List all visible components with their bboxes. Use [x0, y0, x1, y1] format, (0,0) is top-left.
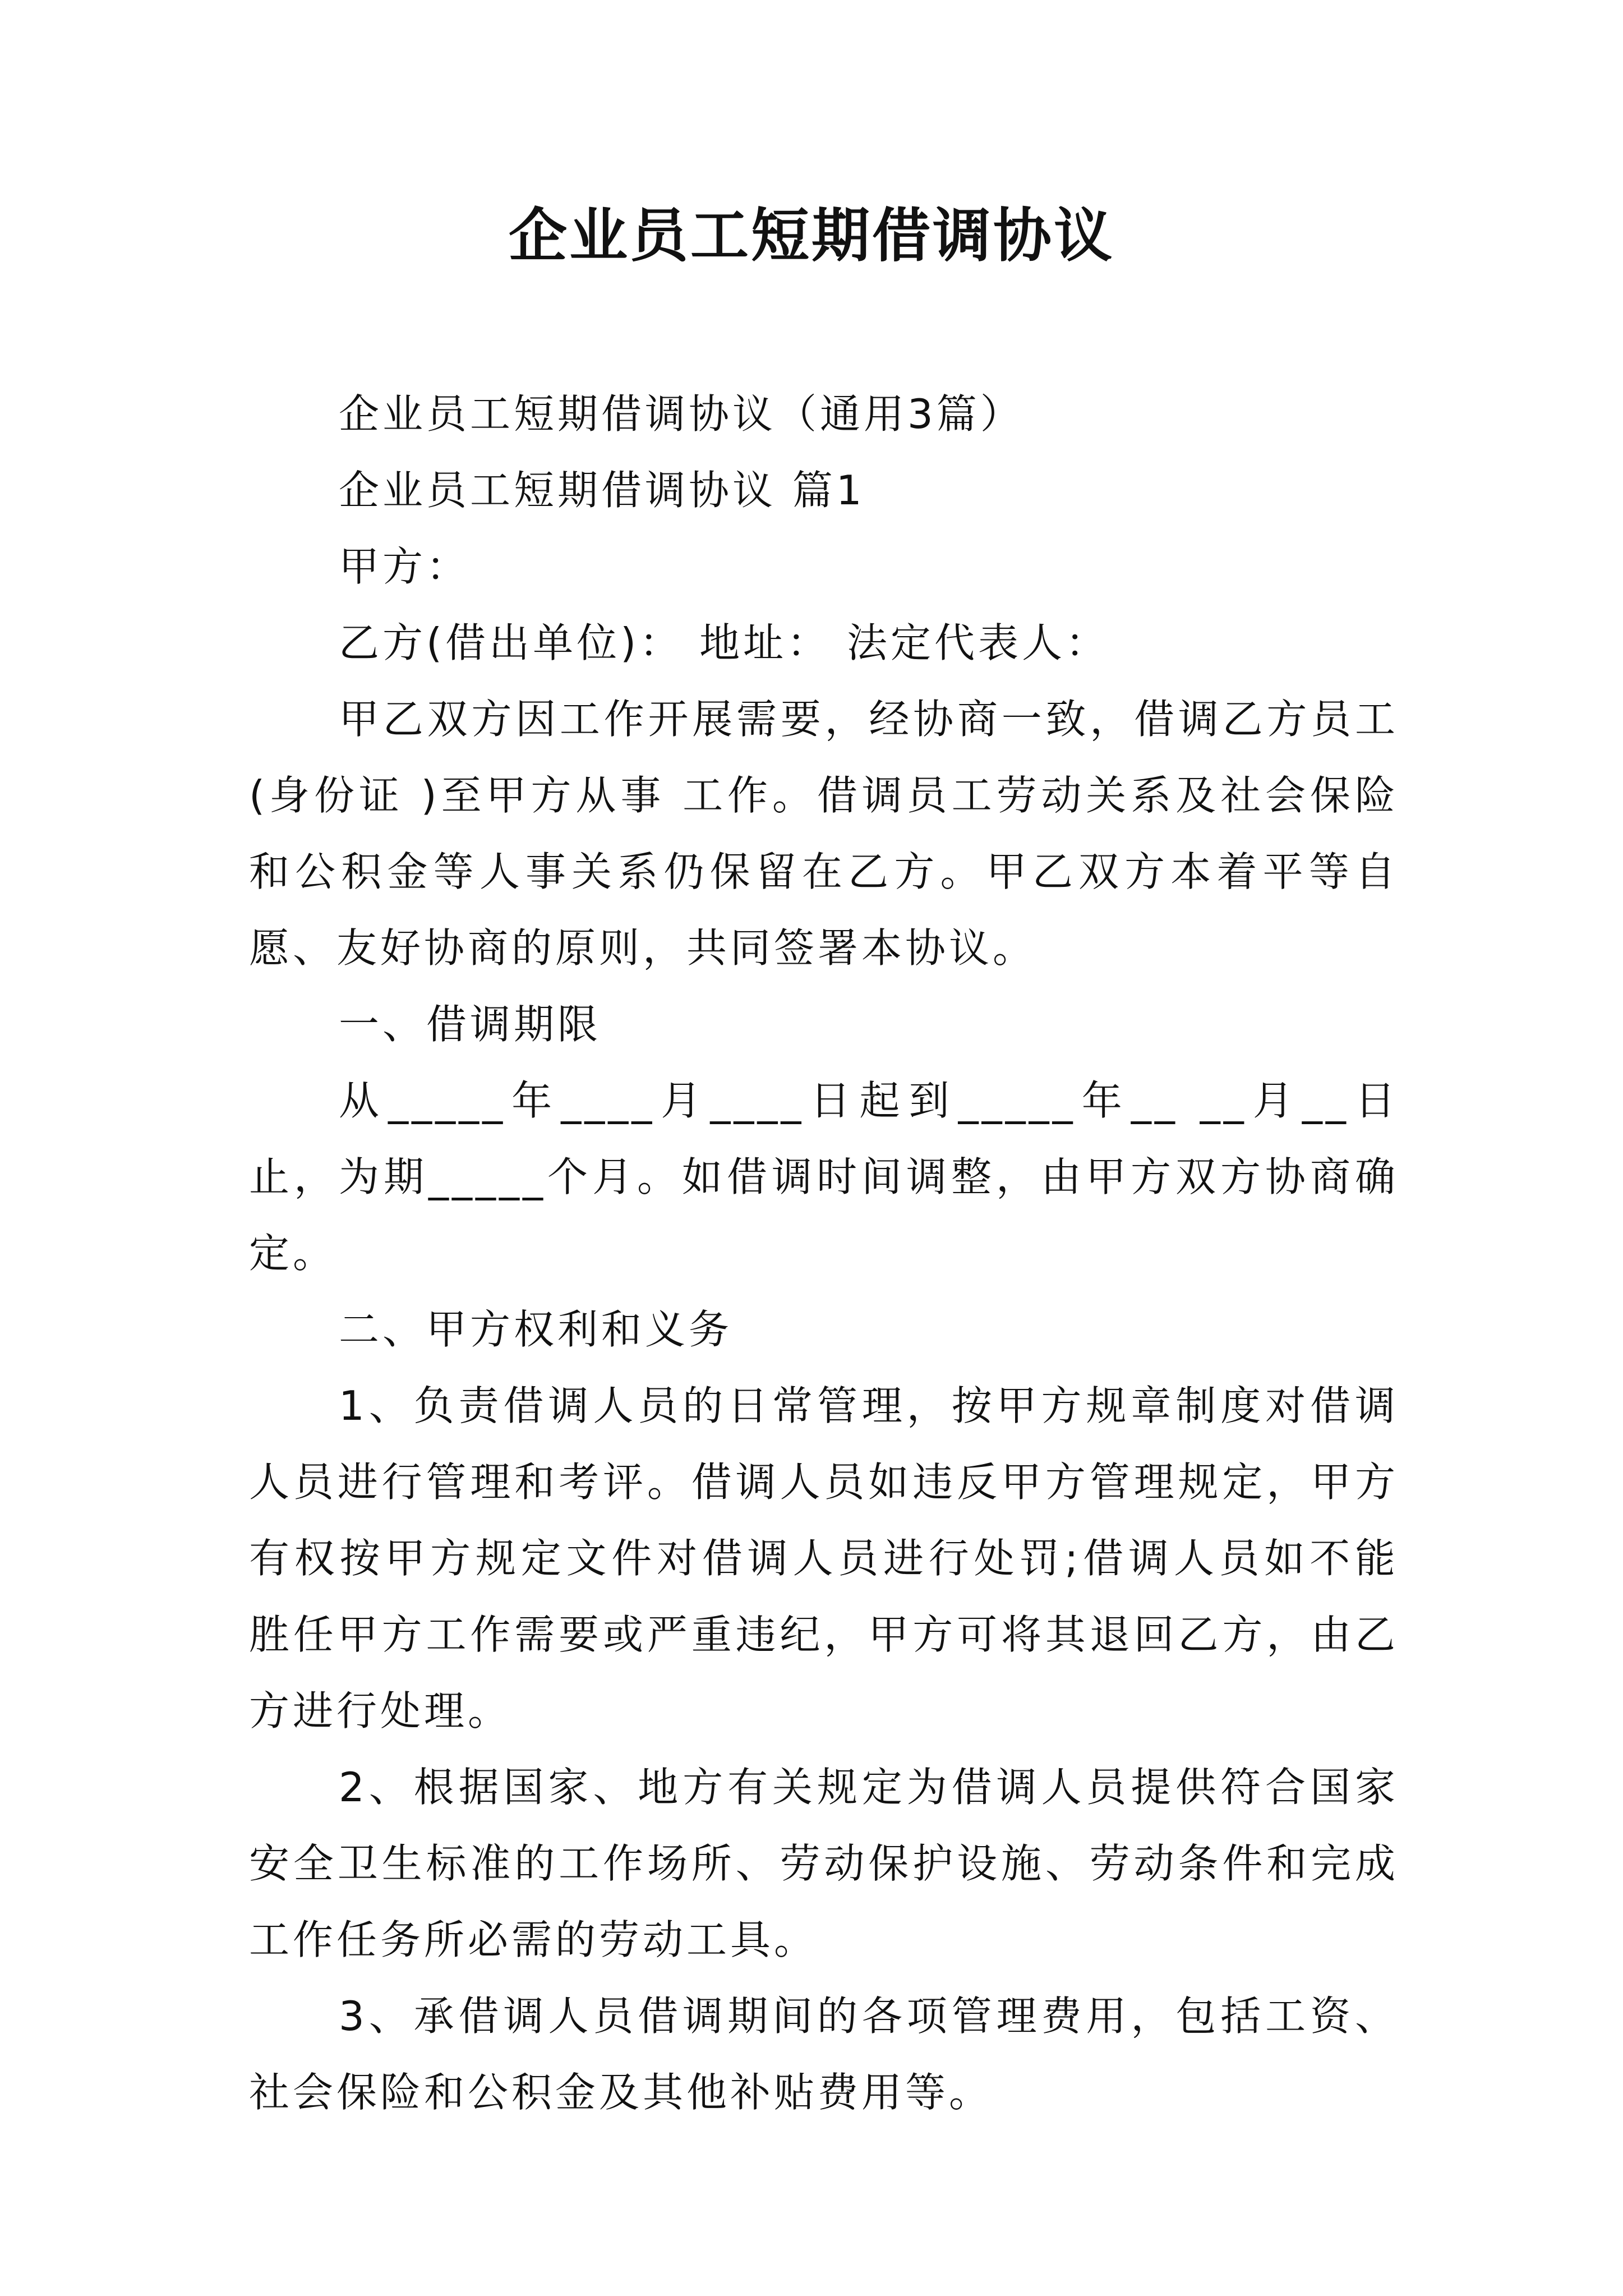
paragraph-preamble: 甲乙双方因工作开展需要，经协商一致，借调乙方员工(身份证 )至甲方从事 工作。借调员工劳动关系及社会保险和公积金等人事关系仍保留在乙方。甲乙双方本着平等自愿、友好协商的原则，共同签署本协议。: [249, 696, 1399, 972]
paragraph-clause-2: 2、根据国家、地方有关规定为借调人员提供符合国家安全卫生标准的工作场所、劳动保护设施、劳动条件和完成工作任务所必需的劳动工具。: [249, 1764, 1399, 1963]
paragraph-heading-rights: 二、甲方权利和义务: [339, 1306, 733, 1353]
paragraph-heading-term: 一、借调期限: [339, 1001, 602, 1048]
paragraph-clause-3: 3、承借调人员借调期间的各项管理费用，包括工资、社会保险和公积金及其他补贴费用等。: [249, 1993, 1399, 2116]
paragraph-party-b: 乙方(借出单位)： 地址： 法定代表人：: [339, 619, 1109, 666]
paragraph-term-detail: 从_____年____月____日起到_____年__ __月__日止，为期_____个月。如借调时间调整，由甲方双方协商确定。: [249, 1077, 1399, 1277]
document-body: [249, 376, 1399, 2131]
paragraph-clause-1: 1、负责借调人员的日常管理，按甲方规章制度对借调人员进行管理和考评。借调人员如违反甲方管理规定，甲方有权按甲方规定文件对借调人员进行处罚;借调人员如不能胜任甲方工作需要或严重违纪，甲方可将其退回乙方，由乙方进行处理。: [249, 1382, 1399, 1734]
document-title: 企业员工短期借调协议: [508, 201, 1114, 270]
paragraph-subtitle: 企业员工短期借调协议（通用3篇）: [339, 390, 1024, 438]
paragraph-section-heading: 企业员工短期借调协议 篇1: [339, 467, 865, 514]
paragraph-party-a: 甲方：: [339, 543, 471, 590]
